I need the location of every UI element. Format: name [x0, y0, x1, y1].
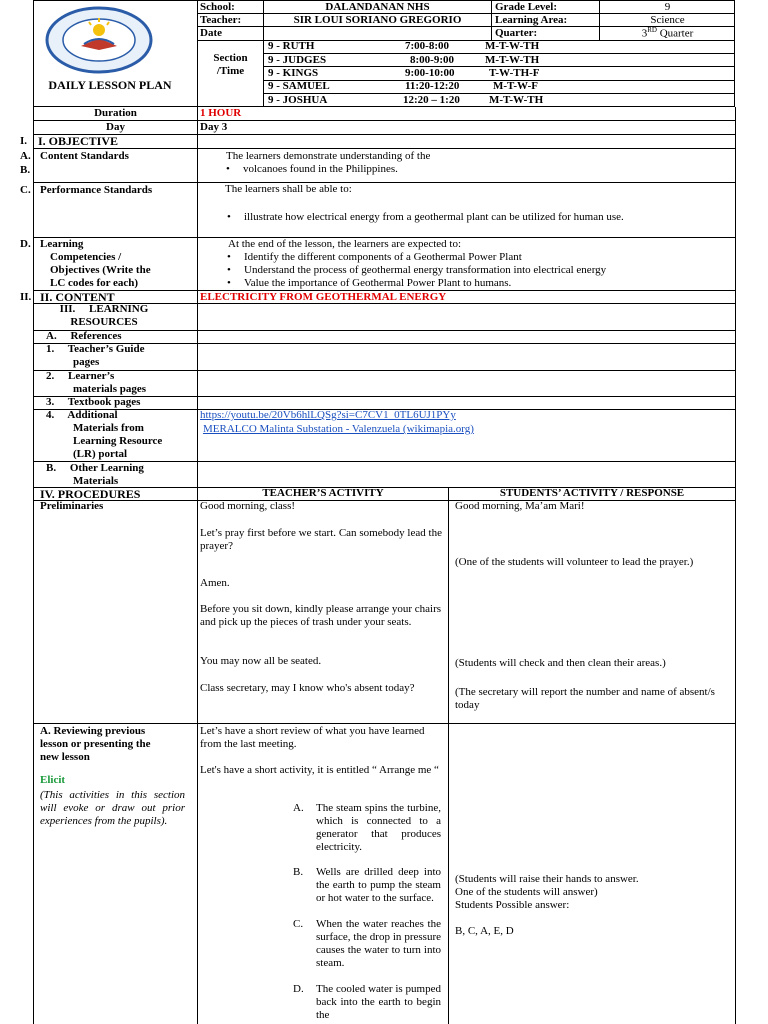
- section-time: 7:00-8:00: [405, 40, 449, 52]
- perf-std-bullet: • illustrate how electrical energy from a geothermal plant can be utilized for human use.: [244, 211, 624, 223]
- section-label-line2: /Time: [216, 65, 245, 77]
- teacher-seated: You may now all be seated.: [200, 655, 322, 667]
- elicit-description: (This activities in this section will evoke or draw out prior experiences from the pupils).: [40, 789, 185, 827]
- add-line: Learning Resource: [73, 435, 163, 447]
- teacher-greeting: Good morning, class!: [200, 500, 296, 512]
- comp-num: D.: [20, 238, 31, 250]
- step-text: When the water reaches the surface, the drop in pressure causes the water to turn into steam.: [316, 918, 441, 969]
- student-one: One of the students will answer): [455, 886, 598, 898]
- section-time: 9:00-10:00: [405, 67, 455, 79]
- student-activity-header: STUDENTS’ ACTIVITY / RESPONSE: [499, 487, 685, 499]
- duration-value: 1 HOUR: [200, 107, 242, 119]
- grade-value: 9: [664, 1, 671, 13]
- step-text: Wells are drilled deep into the earth to pump the steam or hot water to the surface.: [316, 866, 441, 904]
- grade-label: Grade Level:: [495, 1, 558, 13]
- comp-label-line: Competencies /: [50, 251, 122, 263]
- student-possible: Students Possible answer:: [455, 899, 570, 911]
- youtube-link[interactable]: https://youtu.be/20Vb6hlLQSg?si=C7CV1_0TL6UJ1PYy: [200, 409, 456, 421]
- student-prayer: (One of the students will volunteer to lead the prayer.): [455, 556, 694, 568]
- preliminaries-label: Preliminaries: [40, 500, 104, 512]
- plan-title: DAILY LESSON PLAN: [48, 78, 172, 92]
- section-days: M-T-W-TH: [485, 54, 540, 66]
- review-line: new lesson: [40, 751, 90, 763]
- section-name: 9 - SAMUEL: [268, 80, 330, 92]
- lm-line: 2. Learner’s: [46, 370, 115, 382]
- review-label: [40, 725, 151, 764]
- section-days: M-T-W-TH: [489, 94, 544, 106]
- school-value: DALANDANAN NHS: [325, 1, 430, 13]
- quarter-num: 3: [641, 27, 648, 40]
- school-label: School:: [200, 1, 235, 13]
- student-answer: B, C, A, E, D: [455, 925, 514, 937]
- duration-label: Duration: [94, 107, 137, 119]
- section-days: M-T-W-TH: [485, 40, 540, 52]
- teacher-prayer: Let’s pray first before we start. Can somebody lead the prayer?: [200, 527, 442, 552]
- add-line: 4. Additional: [46, 409, 118, 421]
- tg-line: 1. Teacher’s Guide: [46, 343, 145, 355]
- section-time: 12:20 – 1:20: [403, 94, 460, 106]
- objective-num: I.: [20, 135, 28, 147]
- section-label-line1: Section: [213, 52, 248, 64]
- comp-bullet: • Identify the different components of a Geothermal Power Plant: [244, 251, 522, 263]
- section-time: 11:20-12:20: [405, 80, 460, 92]
- comp-label-line: LC codes for each): [50, 277, 139, 289]
- learners-materials-label: [46, 370, 146, 396]
- perf-std-label: Performance Standards: [40, 184, 153, 196]
- teacher-arrange: Before you sit down, kindly please arrange your chairs and pick up the pieces of trash under your seats.: [200, 603, 442, 628]
- other-materials-label: [46, 462, 144, 488]
- teachers-guide-label: [46, 343, 145, 369]
- content-std-bullet: • volcanoes found in the Philippines.: [243, 163, 398, 175]
- review-line: A. Reviewing previous: [40, 725, 146, 737]
- section-time: 8:00-9:00: [410, 54, 454, 66]
- step-letter: B.: [293, 866, 304, 878]
- content-num: II.: [20, 291, 32, 303]
- section-name: 9 - JOSHUA: [268, 94, 328, 106]
- comp-bullet: • Value the importance of Geothermal Power Plant to humans.: [244, 277, 511, 289]
- student-absent: (The secretary will report the number and name of absent/s today: [455, 686, 715, 711]
- day-value: Day 3: [200, 121, 228, 133]
- teacher-review: Let’s have a short review of what you have learned from the last meeting.: [200, 725, 425, 750]
- area-value: Science: [650, 14, 685, 26]
- quarter-word: Quarter: [659, 27, 694, 40]
- teacher-value: SIR LOUI SORIANO GREGORIO: [293, 14, 462, 26]
- content-std-text: The learners demonstrate understanding of the: [226, 150, 431, 162]
- area-label: Learning Area:: [495, 14, 568, 26]
- comp-label-line: Objectives (Write the: [50, 264, 151, 276]
- quarter-value: [600, 26, 735, 40]
- resources-label: [34, 303, 174, 329]
- section-days: M-T-W-F: [493, 80, 539, 92]
- procedures-label: IV. PROCEDURES: [40, 487, 141, 501]
- content-std-label: Content Standards: [40, 150, 129, 162]
- student-greeting: Good morning, Ma’am Mari!: [455, 500, 585, 512]
- content-std-num-a: A.: [20, 150, 31, 162]
- resources-label-line: RESOURCES: [70, 316, 138, 328]
- day-label: Day: [106, 121, 125, 133]
- add-line: (LR) portal: [73, 448, 128, 460]
- student-raise: (Students will raise their hands to answer.: [455, 873, 639, 885]
- textbook-label: 3. Textbook pages: [46, 396, 141, 408]
- other-line: Materials: [73, 475, 119, 487]
- teacher-amen: Amen.: [200, 577, 230, 589]
- step-letter: A.: [293, 802, 304, 814]
- comp-bullet: • Understand the process of geothermal energy transformation into electrical energy: [244, 264, 606, 276]
- other-line: B. Other Learning: [46, 462, 144, 474]
- lm-line: materials pages: [73, 383, 147, 395]
- date-label: Date: [200, 27, 222, 39]
- section-name: 9 - RUTH: [268, 40, 315, 52]
- step-text: The cooled water is pumped back into the earth to begin the: [316, 983, 441, 1021]
- step-letter: D.: [293, 983, 304, 995]
- step-letter: C.: [293, 918, 304, 930]
- content-label: II. CONTENT: [40, 290, 115, 304]
- quarter-label: Quarter:: [495, 27, 538, 39]
- additional-materials-label: [46, 409, 162, 461]
- student-clean: (Students will check and then clean their areas.): [455, 657, 666, 669]
- teacher-label: Teacher:: [200, 14, 242, 26]
- teacher-absent: Class secretary, may I know who's absent today?: [200, 682, 415, 694]
- wikimapia-link[interactable]: MERALCO Malinta Substation - Valenzuela (wikimapia.org): [203, 423, 474, 435]
- section-label: [198, 52, 263, 78]
- step-text: The steam spins the turbine, which is connected to a generator that produces electricity.: [316, 802, 441, 853]
- review-line: lesson or presenting the: [40, 738, 151, 750]
- teacher-activity-intro: Let's have a short activity, it is entitled “ Arrange me “: [200, 764, 439, 776]
- perf-std-num: C.: [20, 184, 31, 196]
- perf-std-text: The learners shall be able to:: [225, 183, 352, 195]
- section-name: 9 - JUDGES: [268, 54, 327, 66]
- content-std-num-b: B.: [20, 164, 31, 176]
- resources-label-line: III. LEARNING: [59, 303, 149, 315]
- elicit-label: Elicit: [40, 774, 66, 786]
- section-days: T-W-TH-F: [489, 67, 540, 79]
- comp-label-line: Learning: [40, 238, 84, 250]
- tg-line: pages: [73, 356, 100, 368]
- objective-label: I. OBJECTIVE: [38, 134, 119, 148]
- section-name: 9 - KINGS: [268, 67, 319, 79]
- add-line: Materials from: [73, 422, 144, 434]
- quarter-sup: RD: [647, 26, 657, 34]
- comp-intro: At the end of the lesson, the learners are expected to:: [228, 238, 462, 250]
- references-label: A. References: [46, 330, 122, 342]
- teacher-activity-header: TEACHER’S ACTIVITY: [262, 487, 384, 499]
- comp-label: [40, 238, 151, 290]
- content-value: ELECTRICITY FROM GEOTHERMAL ENERGY: [200, 291, 447, 303]
